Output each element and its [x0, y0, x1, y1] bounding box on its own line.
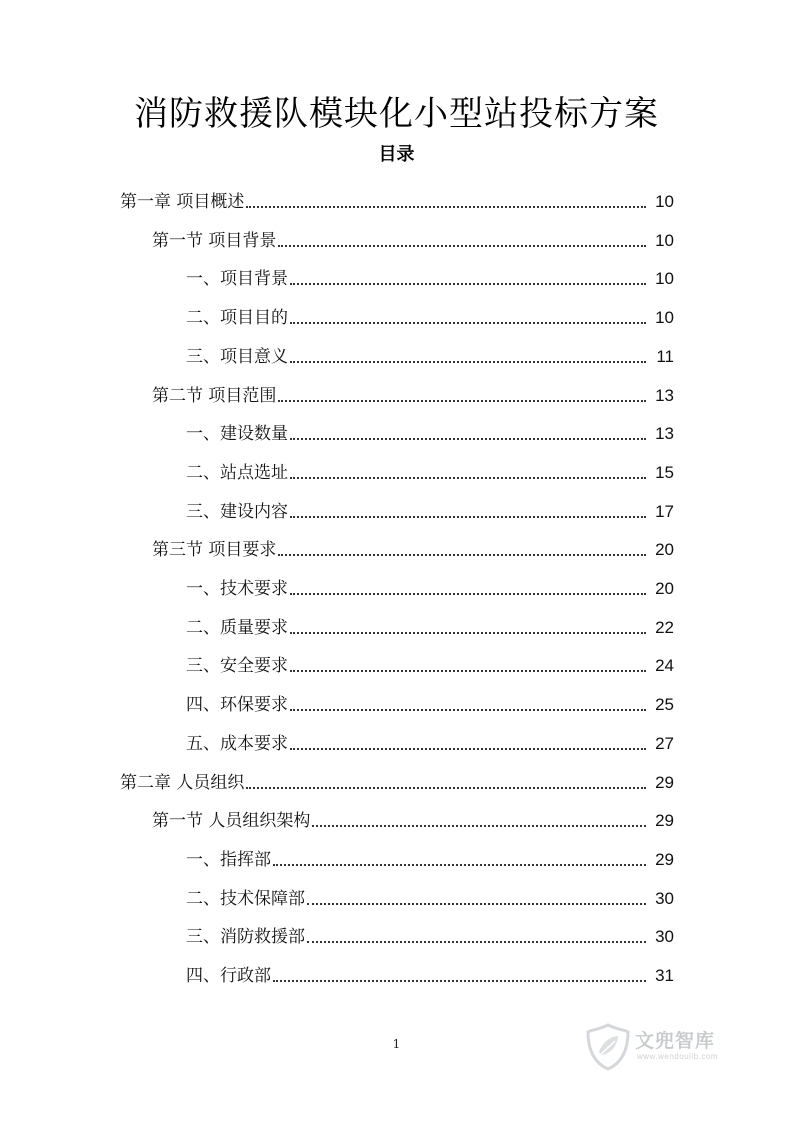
toc-entry-label: 第一章 项目概述 [120, 192, 245, 212]
toc-entry[interactable] [152, 225, 674, 253]
toc-dot-leader [278, 245, 646, 247]
toc-entry[interactable] [186, 302, 674, 330]
toc-entry-label: 一、项目背景 [186, 269, 288, 290]
toc-entry[interactable] [120, 767, 674, 795]
toc-entry-label: 三、建设内容 [186, 501, 288, 522]
toc-entry-page: 13 [655, 385, 674, 405]
toc-entry-label: 一、建设数量 [186, 424, 288, 445]
toc-entry[interactable] [186, 728, 674, 756]
toc-entry-page: 10 [655, 230, 674, 250]
toc-entry-label: 三、消防救援部 [186, 927, 305, 948]
toc-entry-label: 一、指挥部 [186, 849, 271, 870]
toc-dot-leader [290, 670, 646, 672]
toc-entry-page: 13 [655, 424, 674, 444]
toc-entry-page: 24 [655, 656, 674, 676]
toc-entry-page: 31 [655, 966, 674, 985]
toc-entry[interactable] [186, 496, 674, 524]
toc-dot-leader [278, 554, 646, 556]
toc-entry[interactable] [120, 186, 674, 214]
toc-dot-leader [290, 438, 646, 440]
toc-entry-page: 17 [655, 501, 674, 521]
toc-entry-page: 15 [655, 462, 674, 482]
toc-entry-label: 三、安全要求 [186, 656, 288, 677]
watermark-url: www.wendoulib.com [637, 1052, 718, 1061]
toc-entry-page: 22 [655, 617, 674, 637]
toc-entry-label: 四、行政部 [186, 966, 271, 986]
toc-entry[interactable] [186, 341, 674, 369]
watermark [585, 1020, 765, 1076]
toc-entry-page: 20 [655, 540, 674, 560]
toc-entry[interactable] [186, 921, 674, 949]
toc-entry[interactable] [186, 844, 674, 872]
toc-entry-page: 29 [655, 811, 674, 831]
watermark-brand: 文兜智库 [635, 1030, 716, 1052]
toc-entry-page: 30 [655, 888, 674, 908]
toc-dot-leader [312, 825, 646, 827]
toc-entry[interactable] [186, 457, 674, 485]
toc-entry-page: 30 [655, 927, 674, 947]
toc-entry-label: 四、环保要求 [186, 695, 288, 716]
toc-dot-leader [290, 593, 646, 595]
toc-entry[interactable] [186, 883, 674, 911]
leaf-shield-icon [585, 1022, 631, 1072]
toc-entry-label: 二、质量要求 [186, 617, 288, 638]
toc-entry[interactable] [186, 573, 674, 601]
toc-entry-label: 第一节 项目背景 [152, 230, 277, 251]
toc-entry-label: 第三节 项目要求 [152, 540, 277, 561]
toc-dot-leader [307, 903, 646, 905]
toc-entry[interactable] [186, 650, 674, 678]
toc-entry-page: 11 [656, 346, 674, 366]
toc-entry-label: 二、站点选址 [186, 462, 288, 483]
toc-dot-leader [307, 941, 646, 943]
toc-entry-label: 二、技术保障部 [186, 888, 305, 909]
toc-entry-label: 第二节 项目范围 [152, 385, 277, 406]
toc-entry[interactable] [152, 380, 674, 408]
toc-entry[interactable] [186, 689, 674, 717]
toc-entry-label: 第一节 人员组织架构 [152, 811, 311, 832]
toc-entry-page: 29 [655, 849, 674, 869]
toc-entry[interactable] [152, 805, 674, 833]
toc-entry-page: 20 [655, 579, 674, 598]
page-number: 1 [392, 1037, 401, 1051]
toc-entry-page: 10 [655, 308, 674, 328]
toc-entry[interactable] [186, 612, 674, 640]
toc-entry[interactable] [152, 534, 674, 562]
toc-dot-leader [290, 283, 646, 285]
toc-dot-leader [290, 477, 646, 479]
toc-dot-leader [290, 709, 646, 711]
toc-dot-leader [290, 322, 646, 324]
toc-dot-leader [290, 516, 646, 518]
toc-entry[interactable] [186, 263, 674, 291]
toc-dot-leader [278, 400, 646, 402]
toc-entry-label: 第二章 人员组织 [120, 772, 245, 793]
toc-entry[interactable] [186, 960, 674, 988]
toc-dot-leader [246, 787, 646, 789]
toc-entry-label: 二、项目目的 [186, 308, 288, 329]
document-title: 消防救援队模块化小型站投标方案 [134, 94, 659, 134]
toc-dot-leader [290, 748, 646, 750]
toc-dot-leader [290, 632, 646, 634]
toc-dot-leader [273, 980, 646, 982]
toc-entry-label: 三、项目意义 [186, 346, 288, 367]
toc-entry[interactable] [186, 418, 674, 446]
toc-heading: 目录 [378, 144, 415, 165]
toc-dot-leader [246, 206, 646, 208]
toc-entry-label: 五、成本要求 [186, 733, 288, 754]
toc-entry-page: 10 [655, 192, 674, 211]
toc-entry-page: 27 [655, 733, 674, 753]
toc-dot-leader [290, 361, 646, 363]
toc-entry-label: 一、技术要求 [186, 579, 288, 599]
toc-dot-leader [273, 864, 646, 866]
toc-entry-page: 10 [655, 269, 674, 289]
toc-entry-page: 29 [655, 772, 674, 792]
toc-entry-page: 25 [655, 695, 674, 715]
